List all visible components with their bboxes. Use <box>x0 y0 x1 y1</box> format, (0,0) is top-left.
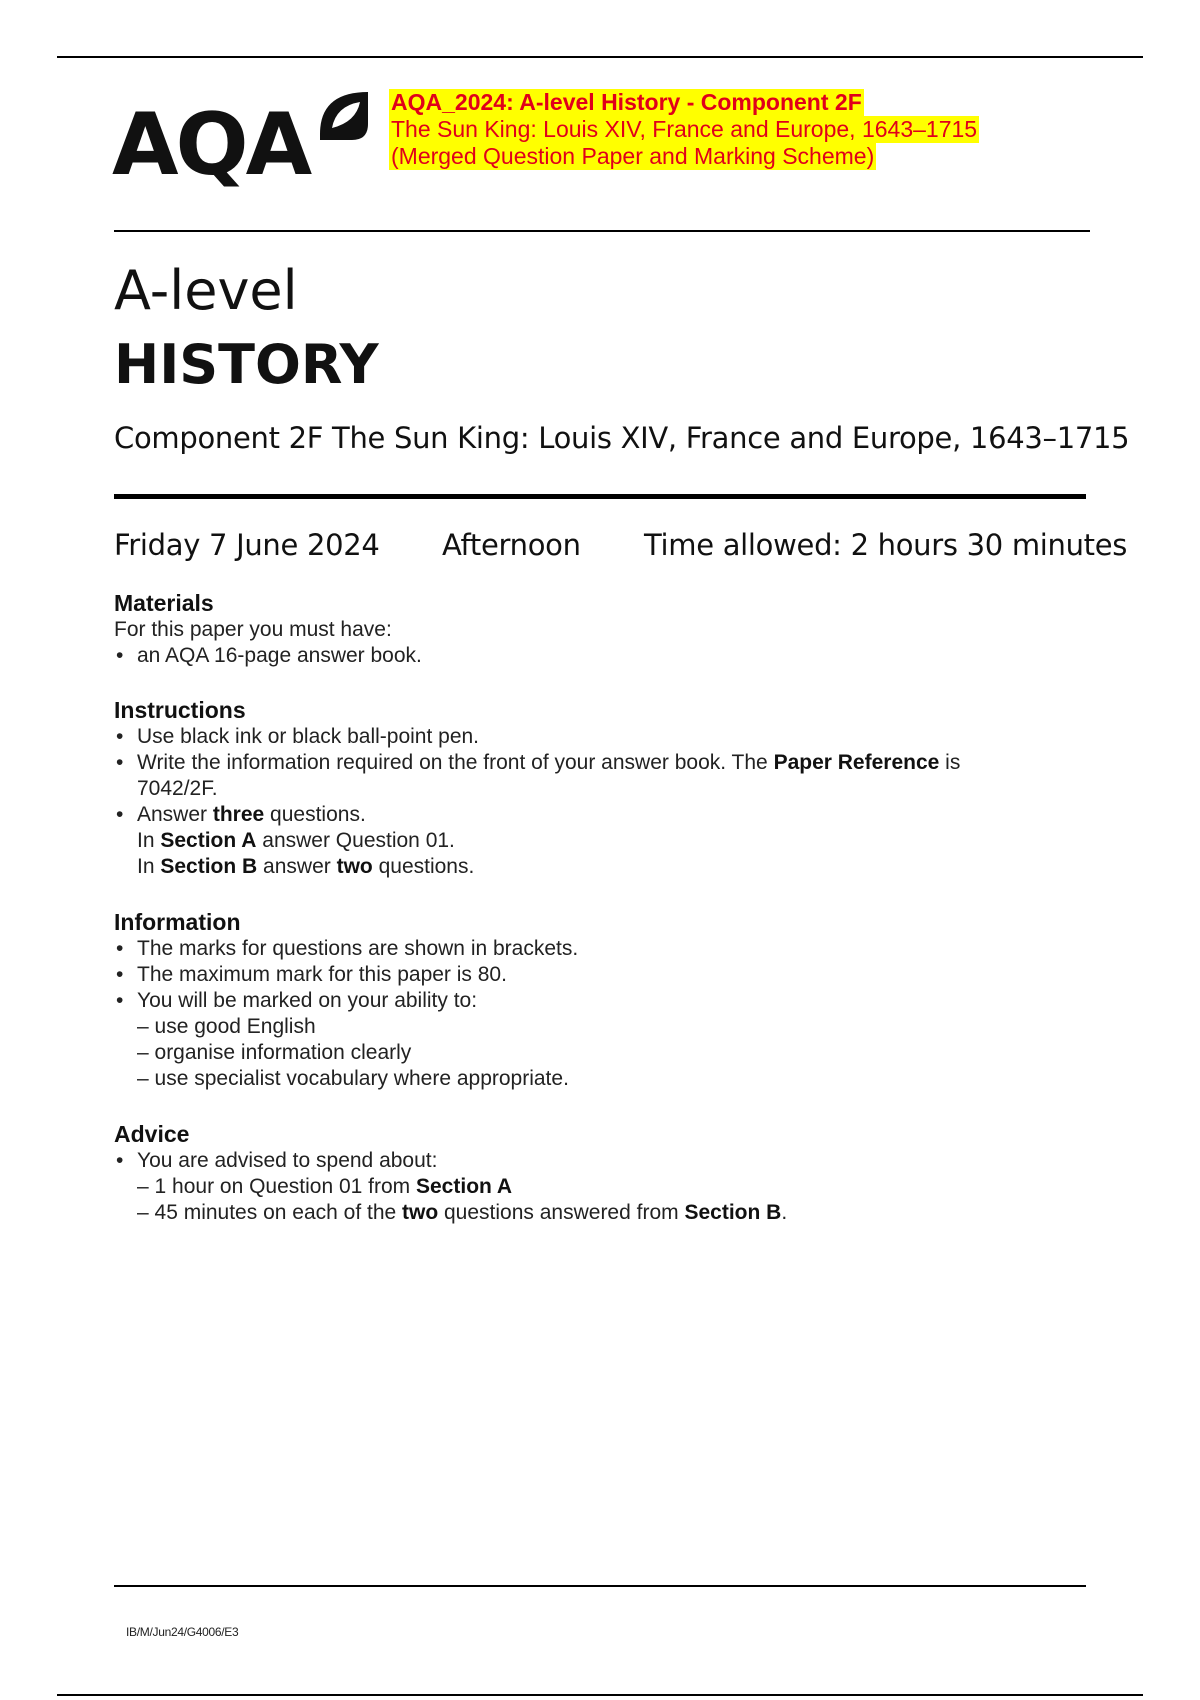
advice-item-spend: • You are advised to spend about: <box>114 1148 1094 1174</box>
information-item-marks: • The marks for questions are shown in brackets. <box>114 936 1094 962</box>
aqa-logo-text: AQA <box>112 95 310 195</box>
instruction-section-b: In Section B answer two questions. <box>137 855 475 878</box>
instruction-item-answer-count: • Answer three questions. <box>114 802 1094 828</box>
instruction-item-paper-reference-cont: 7042/2F. <box>137 777 218 800</box>
materials-section <box>114 589 1094 669</box>
paper-reference-code: IB/M/Jun24/G4006/E3 <box>126 1625 239 1639</box>
information-sub-vocabulary: – use specialist vocabulary where appropriate. <box>137 1067 569 1090</box>
instruction-item-paper-reference: • Write the information required on the front of your answer book. The Paper Reference is <box>114 750 1094 776</box>
information-item-max-mark: • The maximum mark for this paper is 80. <box>114 962 1094 988</box>
highlight-note: (Merged Question Paper and Marking Scheme) <box>391 143 875 169</box>
information-heading: Information <box>114 909 241 935</box>
information-sub-organise: – organise information clearly <box>137 1041 412 1064</box>
information-item-ability: • You will be marked on your ability to: <box>114 988 1094 1014</box>
instruction-section-a: In Section A answer Question 01. <box>137 829 455 852</box>
information-section <box>114 908 1094 1092</box>
document-highlight-title <box>389 89 979 170</box>
instructions-section <box>114 696 1094 880</box>
component-title: Component 2F The Sun King: Louis XIV, France and Europe, 1643–1715 <box>114 421 1130 455</box>
materials-intro: For this paper you must have: <box>114 618 392 641</box>
instruction-item-ink: • Use black ink or black ball-point pen. <box>114 724 1094 750</box>
highlight-title: AQA_2024: A-level History - Component 2F <box>391 89 862 115</box>
advice-sub-section-b: – 45 minutes on each of the two questions answered from Section B. <box>137 1201 788 1224</box>
aqa-leaf-icon <box>316 88 372 144</box>
bottom-border-rule <box>57 1694 1143 1696</box>
aqa-logo <box>112 88 377 195</box>
highlight-subtitle: The Sun King: Louis XIV, France and Europe, 1643–1715 <box>391 116 978 142</box>
exam-date: Friday 7 June 2024 <box>114 528 380 562</box>
materials-item: • an AQA 16-page answer book. <box>114 643 1094 669</box>
footer-divider <box>114 1585 1086 1587</box>
materials-heading: Materials <box>114 590 214 616</box>
information-sub-english: – use good English <box>137 1015 316 1038</box>
exam-date-row <box>114 528 1128 568</box>
instructions-heading: Instructions <box>114 697 246 723</box>
title-divider-thick <box>114 494 1086 499</box>
advice-heading: Advice <box>114 1121 190 1147</box>
subject-title: HISTORY <box>114 333 379 396</box>
qualification-level: A-level <box>114 259 298 322</box>
header-divider <box>114 230 1090 232</box>
advice-sub-section-a: – 1 hour on Question 01 from Section A <box>137 1175 513 1198</box>
advice-section <box>114 1120 1094 1226</box>
exam-session: Afternoon <box>442 528 581 562</box>
time-allowed: Time allowed: 2 hours 30 minutes <box>644 528 1128 562</box>
top-border-rule <box>57 56 1143 58</box>
